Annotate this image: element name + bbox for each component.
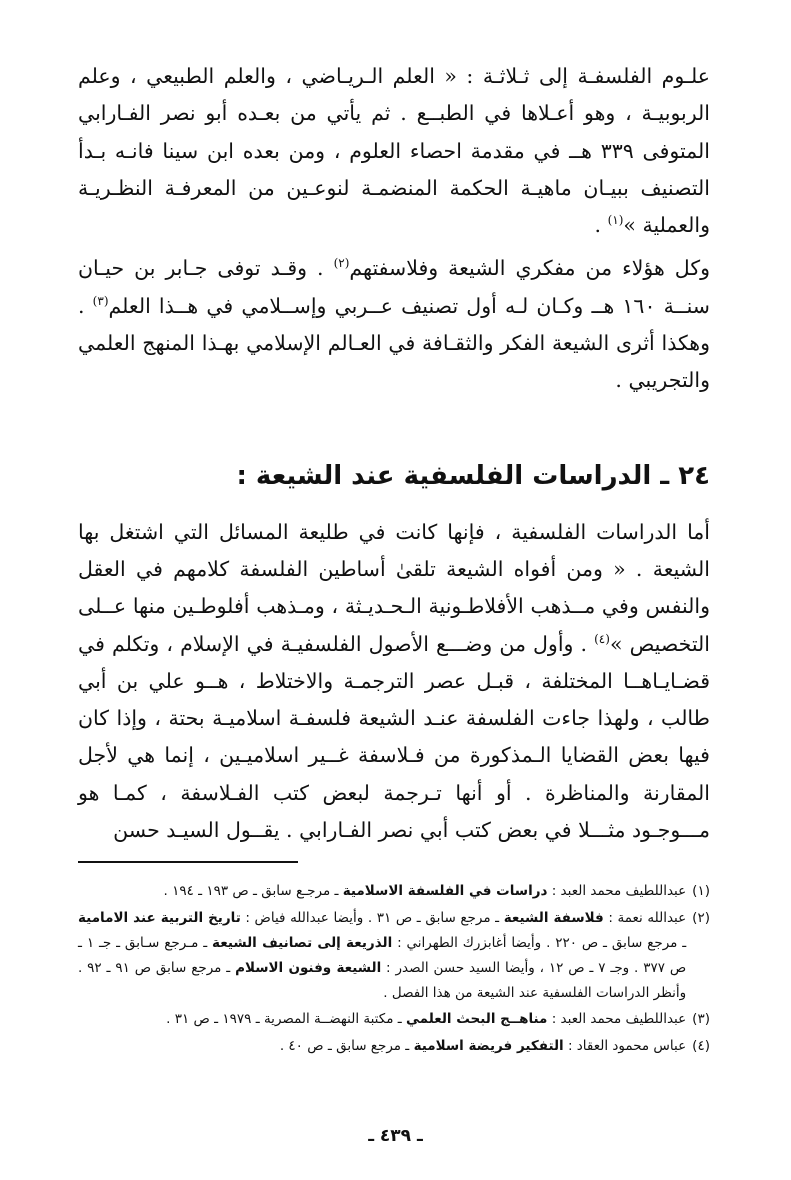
footnote-text-part: ـ مرجـع سابق ـ ص ١٩٣ ـ ١٩٤ . [163, 883, 343, 900]
paragraph-2-text-b: . وقـد توفى جـابر بن حيـان سنــة ١٦٠ هــ وكـان لـه أول تصنيف عــربي وإســلامي في هــذا العلم [78, 256, 710, 318]
footnote-text [78, 1007, 686, 1032]
paragraph-2-text-a: وكل هؤلاء من مفكري الشيعة وفلاسفتهم [349, 256, 710, 281]
footnote-text-part: عباس محمود العقاد : [563, 1037, 687, 1054]
footnote-text-part: ـ مكتبة النهضــة المصرية ـ ١٩٧٩ ـ ص ٣١ . [166, 1011, 406, 1028]
paragraph-1 [78, 58, 710, 244]
paragraph-3-text-b: . وأول من وضـــع الأصول الفلسفيـة في الإسلام ، وتكلم في قضـايـاهــا المختلفة ، قبـل عصر الترجمـة والاختلاط ، هــو علي بن أبي طالب ، ولهذا جاءت الفلسفة عنـد الشيعة فلسفـة اسلاميـة بحتة ، وإذا كان فيها بعض القضايا الـمذكورة من فـلاسفة غــير اسلاميـين ، إنما هي لأجل المقارنة والمناظرة . أو أنها تـرجمة لبعض كتب الفـلاسفة ، كمـا هو مـــوجـود مثـــلا في بعض كتب أبي نصر الفـارابي . يقــول السيـد حسن [78, 631, 710, 843]
footnote-text-part: ـ مـرجع سـابق ـ جـ ١ ـ ص ٣٧٧ . وجـ ٧ ـ ص ١٢ ، وأيضا السيد حسن الصدر : [78, 934, 687, 976]
footnote-book-title: دراسات في الفلسفة الاسلامية [342, 883, 548, 900]
footnote-ref-3[interactable]: (٣) [92, 293, 109, 308]
footnote-text-part: ـ مرجع سابق ـ ص ٣١ . وأيضا عبدالله فياض : [240, 909, 504, 926]
footnote-text-part: عبدالله نعمة : [603, 909, 687, 926]
footnote-ref-1[interactable]: (١) [607, 213, 624, 228]
footnote-text-part: ـ مرجع سابق ص ٩١ ـ ٩٢ . وأنظر الدراسات الفلسفية عند الشيعة من هذا الفصل . [78, 959, 687, 1002]
paragraph-1-end: . [594, 213, 608, 238]
footnote-text-part: عبداللطيف محمد العبد : [547, 1011, 687, 1028]
paragraph-2 [78, 250, 710, 399]
footnote [78, 906, 710, 1007]
footnote-divider [78, 861, 298, 863]
footnote-number: (٢) [692, 909, 710, 926]
footnote-book-title: الشيعة وفنون الاسلام [235, 959, 382, 976]
footnote [78, 1007, 710, 1032]
section-heading: ٢٤ ـ الدراسات الفلسفية عند الشيعة : [236, 460, 710, 491]
footnote-text-part: ـ مرجع سابق ـ ص ٤٠ . [279, 1037, 414, 1054]
footnote-number: (٤) [692, 1037, 710, 1054]
footnote-text [78, 1034, 686, 1059]
footnote-text [78, 906, 686, 1007]
footnote-book-title: الذريعة إلى تصانيف الشيعة [212, 934, 393, 951]
page-number: ـ ٤٣٩ ـ [368, 1126, 423, 1146]
paragraph-2-text-c: . وهكذا أثرى الشيعة الفكر والثقـافة في العـالم الإسلامي بهـذا المنهج العلمي والتجريبي . [78, 293, 710, 393]
paragraph-3 [78, 514, 710, 850]
footnote [78, 1034, 710, 1059]
paragraph-1-text: علـوم الفلسفـة إلى ثـلاثـة : « العلم الـريـاضي ، والعلم الطبيعي ، وعلم الربوبيـة ، وهو أعـلاها في الطبــع . ثم يأتي من بعـده أبو نصر الفـارابي المتوفى ٣٣٩ هــ في مقدمة احصاء العلوم ، ومن بعده ابن سينا فانـه بـدأ التصنيف ببيـان ماهيـة الحكمة المنضمـة لنوعـين من المعرفـة النظـريـة والعملية » [78, 64, 710, 238]
footnote-number: (١) [692, 883, 710, 900]
page-content [78, 58, 710, 1060]
footnote-number: (٣) [692, 1011, 710, 1028]
footnote-book-title: تاريخ التربية عند الامامية [78, 909, 241, 926]
footnote-book-title: مناهــج البحث العلمي [405, 1011, 548, 1028]
footnote-ref-4[interactable]: (٤) [594, 631, 610, 646]
footnote-text-part: عبداللطيف محمد العبد : [547, 883, 687, 900]
footnote-book-title: التفكير فريضة اسلامية [413, 1037, 564, 1054]
footnotes [78, 879, 710, 1058]
footnote-text-part: ـ مرجع سابق ـ ص ٢٢٠ . وأيضا أغابزرك الطهراني : [392, 934, 687, 951]
footnote-ref-2[interactable]: (٢) [333, 256, 350, 271]
footnote-book-title: فلاسفة الشيعة [503, 909, 604, 926]
footnote [78, 879, 710, 904]
footnote-text [78, 879, 686, 904]
paragraph-3-text-a: أما الدراسات الفلسفية ، فإنها كانت في طليعة المسائل التي اشتغل بها الشيعة . « ومن أفواه الشيعة تلقىٰ أساطين الفلسفة كلامهم في العقل والنفس وفي مــذهب الأفلاطـونية الـحـديـثة ، ومـذهب أفلوطـين منها عــلى التخصيص » [78, 519, 711, 656]
